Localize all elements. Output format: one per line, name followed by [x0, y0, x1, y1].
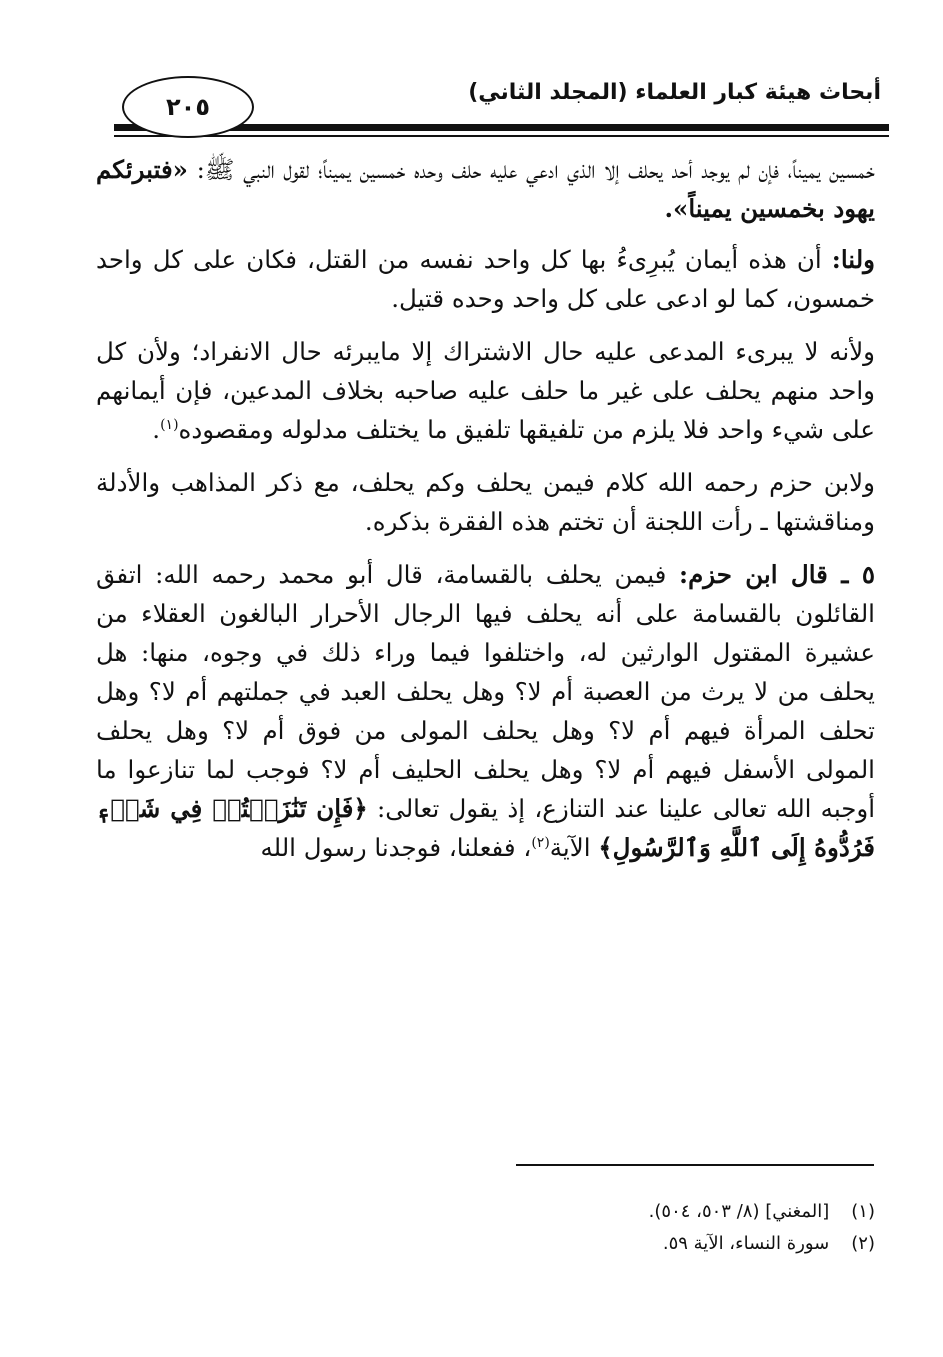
- hadith-quote: «فتبرئكم يهود بخمسين يميناً».: [96, 155, 875, 223]
- paragraph-1-text: خمسين يميناً، فإن لم يوجد أحد يحلف إلا الذي ادعي عليه حلف وحده خمسين يميناً؛ لقول النبي ﷺ:: [196, 155, 875, 184]
- verse-suffix: الآية: [549, 833, 591, 862]
- paragraph-2-text: أن هذه أيمان يُبرِىءُ بها كل واحد نفسه من القتل، فكان على كل واحد خمسون، كما لو ادعى على كل واحد وحده قتيل.: [96, 245, 875, 313]
- body-text: [96, 150, 875, 881]
- paragraph-4: [96, 463, 875, 541]
- paragraph-5-lead: ٥ ـ قال ابن حزم:: [679, 560, 875, 589]
- paragraph-2: [96, 240, 875, 318]
- footnotes: [649, 1196, 875, 1260]
- paragraph-2-lead: ولنا:: [831, 245, 875, 274]
- quran-verse: ﴿فَإِن تَنَٰزَعۡتُمۡ فِي شَيۡءٖ فَرُدُّوهُ إِلَى ٱللَّهِ وَٱلرَّسُولِ﴾: [96, 794, 875, 862]
- paragraph-3-text: ولأنه لا يبرىء المدعى عليه حال الاشتراك إلا مايبرئه حال الانفراد؛ ولأن كل واحد منهم يحلف على غير ما حلف عليه صاحبه بخلاف المدعين، فإن أيمانهم على شيء واحد فلا يلزم من تلفيقها تلفيق ما يختلف مدلوله ومقصوده: [96, 337, 875, 444]
- footnote-text: سورة النساء، الآية ٥٩.: [662, 1233, 830, 1254]
- paragraph-5: [96, 555, 875, 867]
- footnote-number: (٢): [851, 1233, 875, 1254]
- header-rule-thin: [114, 135, 889, 137]
- paragraph-3-end: .: [152, 415, 161, 444]
- footnote-ref-2: (٢): [531, 834, 550, 851]
- paragraph-5-end: ، ففعلنا، فوجدنا رسول الله: [260, 833, 532, 862]
- page-number: ٢٠٥: [166, 93, 210, 121]
- running-header-title: أبحاث هيئة كبار العلماء (المجلد الثاني): [468, 80, 881, 105]
- paragraph-1: [96, 150, 875, 228]
- page-number-oval: [122, 76, 254, 138]
- footnote-item: [649, 1196, 875, 1228]
- footnote-number: (١): [851, 1201, 875, 1222]
- footnote-divider: [516, 1164, 874, 1166]
- footnote-item: [649, 1228, 875, 1260]
- footnote-ref-1: (١): [160, 416, 179, 433]
- footnote-text: [المغني] (٨/ ٥٠٣، ٥٠٤).: [648, 1201, 830, 1222]
- paragraph-4-text: ولابن حزم رحمه الله كلام فيمن يحلف وكم يحلف، مع ذكر المذاهب والأدلة ومناقشتها ـ رأت اللجنة أن تختم هذه الفقرة بذكره.: [96, 468, 875, 536]
- paragraph-5-text: فيمن يحلف بالقسامة، قال أبو محمد رحمه الله: اتفق القائلون بالقسامة على أنه يحلف فيها الرجال الأحرار البالغون العقلاء من عشيرة المقتول الوارثين له، واختلفوا فيما وراء ذلك في وجوه، منها: هل يحلف من لا يرث من العصبة أم لا؟ وهل يحلف العبد في جملتهم أم لا؟ وهل تحلف المرأة فيهم أم لا؟ وهل يحلف المولى من فوق أم لا؟ وهل يحلف المولى الأسفل فيهم أم لا؟ وهل يحلف الحليف أم لا؟ فوجب لما تنازعوا ما أوجبه الله تعالى علينا عند التنازع، إذ يقول تعالى:: [96, 560, 875, 823]
- paragraph-3: [96, 332, 875, 449]
